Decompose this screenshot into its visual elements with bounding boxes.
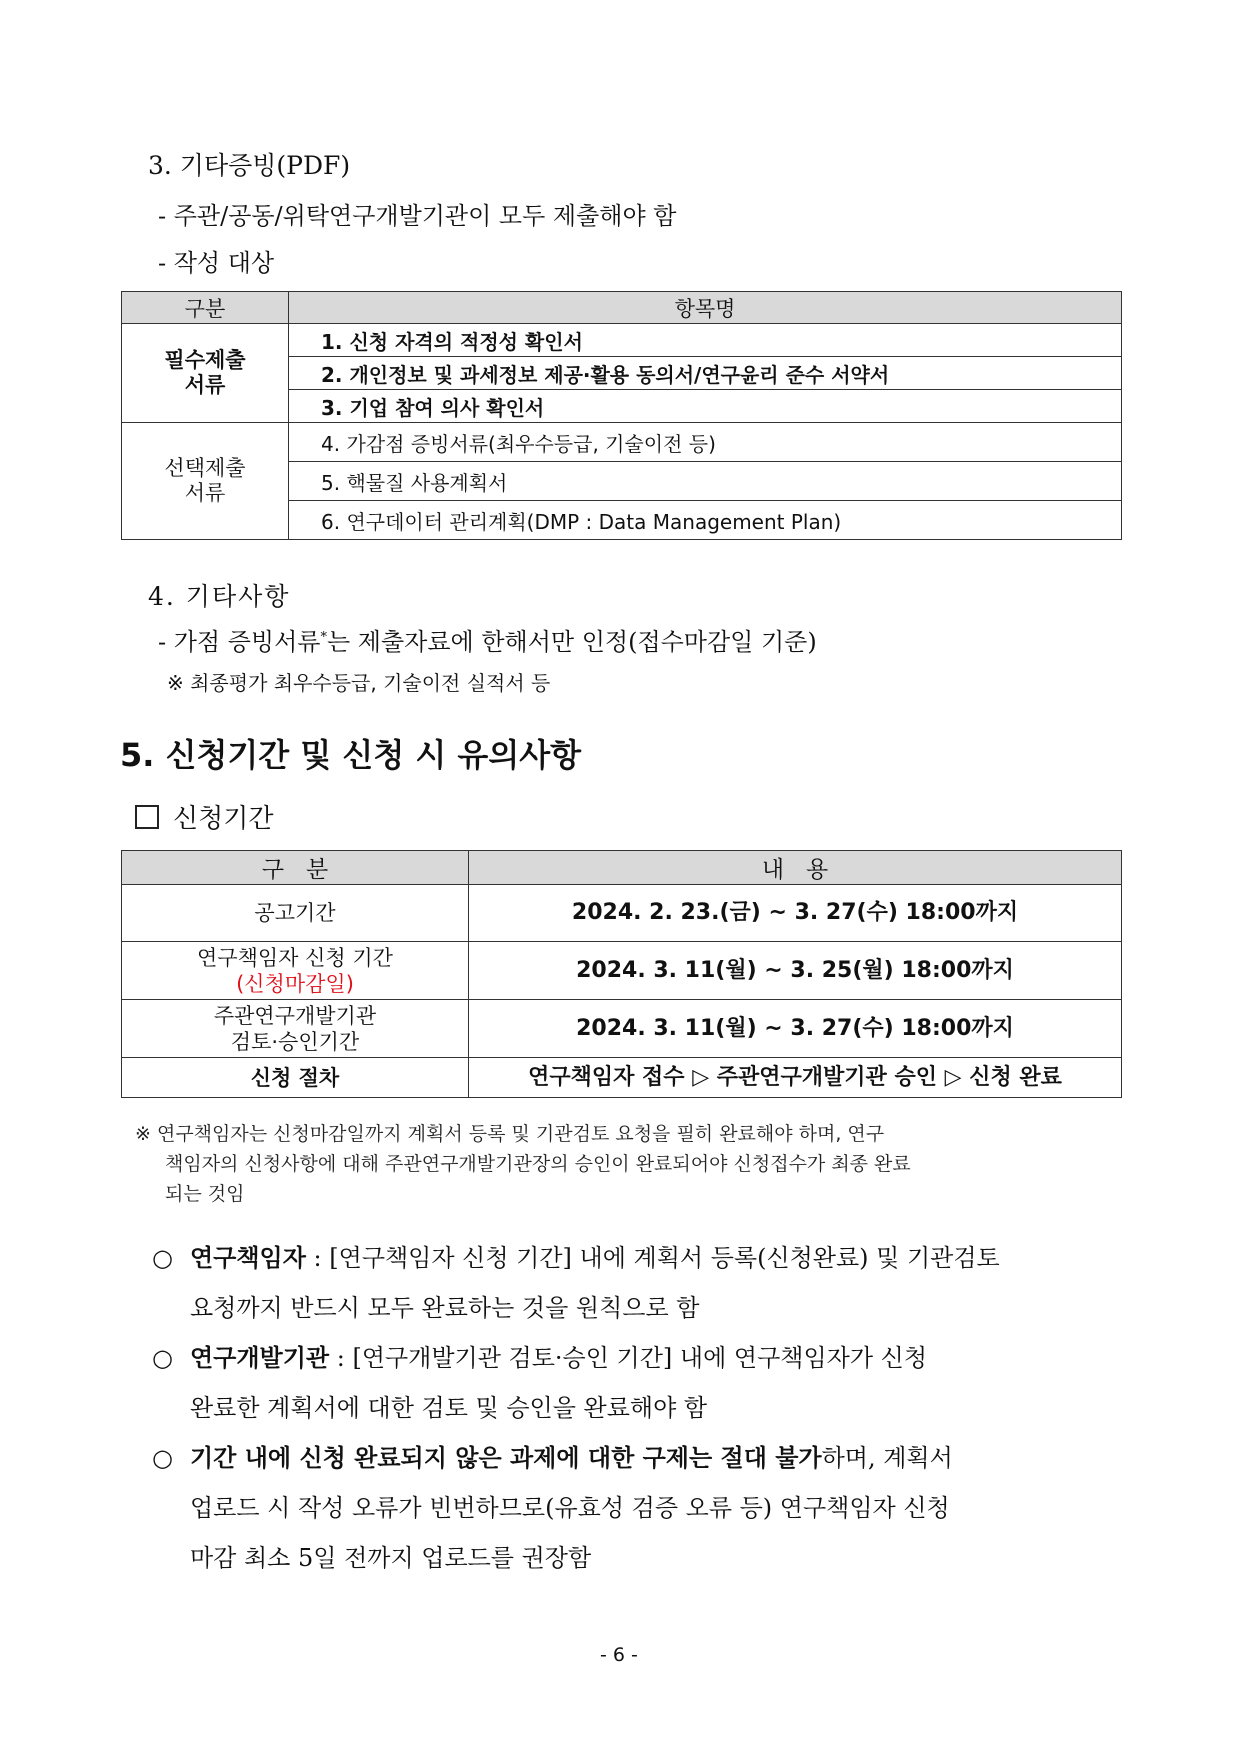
table-row — [122, 942, 1122, 1000]
header-item-name: 항목명 — [289, 292, 1122, 324]
period-value: 2024. 3. 11(월) ~ 3. 25(월) 18:00까지 — [469, 942, 1122, 1000]
bullet-line: 완료한 계획서에 대한 검토 및 승인을 완료해야 함 — [190, 1394, 708, 1422]
required-category-label-1: 필수제출 — [164, 348, 246, 372]
bullet-text — [190, 1333, 927, 1433]
optional-category-label-2: 서류 — [184, 481, 226, 505]
bullet-item — [152, 1233, 173, 1283]
required-documents-table — [121, 291, 1122, 540]
table-row — [122, 423, 1122, 462]
required-category-cell — [122, 324, 289, 423]
section4-note: ※ 최종평가 최우수등급, 기술이전 실적서 등 — [167, 671, 551, 695]
period-value: 2024. 3. 11(월) ~ 3. 27(수) 18:00까지 — [469, 1000, 1122, 1058]
period-label-2: 검토·승인기간 — [230, 1029, 360, 1054]
table-row — [122, 885, 1122, 942]
footnote-marker: * — [320, 630, 327, 645]
period-value: 2024. 2. 23.(금) ~ 3. 27(수) 18:00까지 — [469, 885, 1122, 942]
bullet-text — [190, 1433, 953, 1583]
period-label: 연구책임자 신청 기간 — [197, 945, 393, 970]
bullet-bold: 연구개발기관 — [190, 1343, 330, 1372]
table-header-row — [122, 851, 1122, 885]
notice-line: 되는 것임 — [165, 1183, 245, 1205]
bullet-line: 요청까지 반드시 모두 완료하는 것을 원칙으로 함 — [190, 1294, 700, 1322]
bullet-bold: 연구책임자 — [190, 1243, 306, 1272]
section4-line-pre: - 가점 증빙서류 — [158, 628, 321, 656]
period-label: 주관연구개발기관 — [213, 1003, 377, 1028]
table-row — [122, 324, 1122, 357]
section4-title: 4. 기타사항 — [148, 582, 291, 611]
bullet-marker: ○ — [152, 1344, 173, 1372]
checkbox-icon — [135, 805, 159, 829]
notice-line: ※ 연구책임자는 신청마감일까지 계획서 등록 및 기관검토 요청을 필히 완료해야 하며, 연구 — [135, 1123, 885, 1145]
header-content: 내 용 — [469, 851, 1122, 885]
bullet-marker: ○ — [152, 1244, 173, 1272]
bullet-line: : [연구개발기관 검토·승인 기간] 내에 연구책임자가 신청 — [329, 1344, 927, 1372]
section3-line-1: - 주관/공동/위탁연구개발기관이 모두 제출해야 함 — [158, 202, 677, 230]
notice-line: 책임자의 신청사항에 대해 주관연구개발기관장의 승인이 완료되어야 신청접수가 최종 완료 — [165, 1153, 911, 1175]
section5-title: 5. 신청기간 및 신청 시 유의사항 — [120, 736, 582, 774]
bullet-line: 마감 최소 5일 전까지 업로드를 권장함 — [190, 1544, 592, 1572]
header-category: 구 분 — [122, 851, 469, 885]
table-item: 4. 가감점 증빙서류(최우수등급, 기술이전 등) — [289, 423, 1122, 462]
table-item: 1. 신청 자격의 적정성 확인서 — [289, 324, 1122, 357]
period-subtitle — [135, 798, 273, 835]
section4-line — [158, 622, 817, 657]
section3-title: 3. 기타증빙(PDF) — [148, 151, 351, 180]
bullet-line: : [연구책임자 신청 기간] 내에 계획서 등록(신청완료) 및 기관검토 — [305, 1244, 1000, 1272]
deadline-label: (신청마감일) — [236, 971, 354, 996]
period-label-cell — [122, 1000, 469, 1058]
bullet-bold: 기간 내에 신청 완료되지 않은 과제에 대한 구제는 절대 불가 — [190, 1443, 822, 1472]
period-value: 연구책임자 접수 ▷ 주관연구개발기관 승인 ▷ 신청 완료 — [469, 1058, 1122, 1098]
table-item: 6. 연구데이터 관리계획(DMP : Data Management Plan) — [289, 501, 1122, 540]
period-label-cell — [122, 942, 469, 1000]
optional-category-label-1: 선택제출 — [164, 456, 246, 480]
page-number: - 6 - — [600, 1644, 638, 1666]
period-subtitle-label: 신청기간 — [173, 804, 274, 834]
table-row — [122, 1058, 1122, 1098]
table-item: 2. 개인정보 및 과세정보 제공·활용 동의서/연구윤리 준수 서약서 — [289, 357, 1122, 390]
application-period-table — [121, 850, 1122, 1098]
table-item: 5. 핵물질 사용계획서 — [289, 462, 1122, 501]
bullet-item — [152, 1433, 173, 1483]
bullet-item — [152, 1333, 173, 1383]
bullet-text — [190, 1233, 1000, 1333]
bullet-line: 하며, 계획서 — [821, 1444, 953, 1472]
notice-block — [135, 1119, 911, 1209]
table-header-row — [122, 292, 1122, 324]
header-category: 구분 — [122, 292, 289, 324]
table-item: 3. 기업 참여 의사 확인서 — [289, 390, 1122, 423]
bullet-line: 업로드 시 작성 오류가 빈번하므로(유효성 검증 오류 등) 연구책임자 신청 — [190, 1494, 950, 1522]
section3-line-2: - 작성 대상 — [158, 249, 275, 277]
period-label: 신청 절차 — [122, 1058, 469, 1098]
table-row — [122, 1000, 1122, 1058]
period-label: 공고기간 — [122, 885, 469, 942]
section4-line-post: 는 제출자료에 한해서만 인정(접수마감일 기준) — [326, 628, 817, 656]
bullet-marker: ○ — [152, 1444, 173, 1472]
optional-category-cell — [122, 423, 289, 540]
required-category-label-2: 서류 — [184, 373, 226, 397]
